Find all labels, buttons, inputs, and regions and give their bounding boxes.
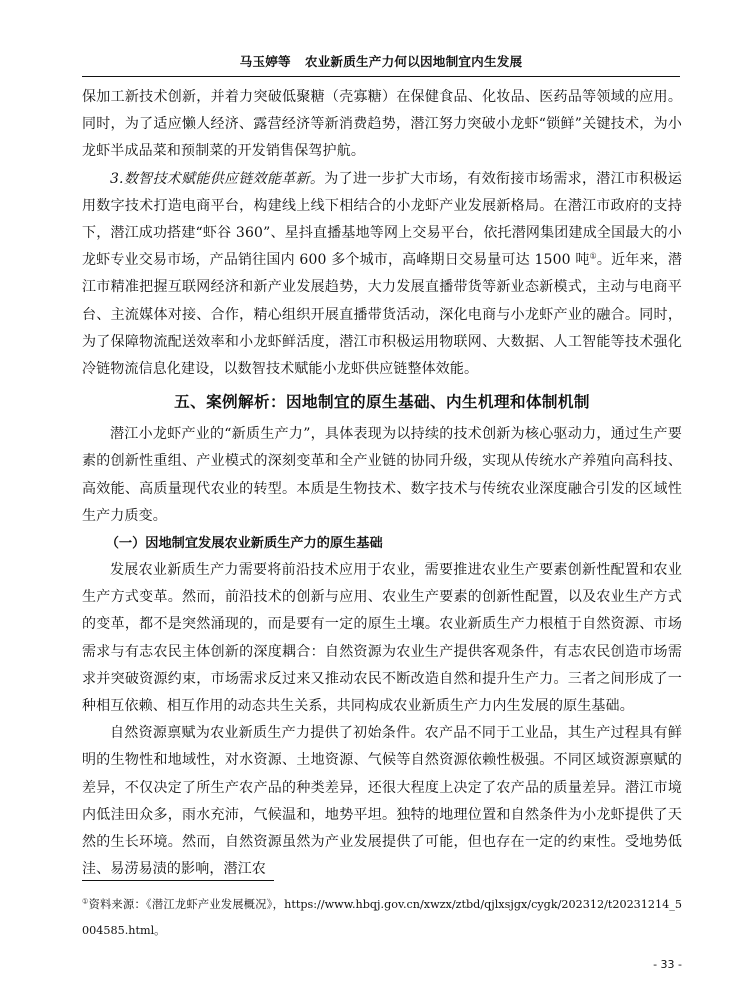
- header-authors: 马玉婷等: [239, 54, 291, 69]
- footnote-mark: ①: [82, 897, 89, 906]
- running-header: [82, 52, 680, 77]
- section-heading: 五、案例解析：因地制宜的原生基础、内生机理和体制机制: [174, 393, 590, 412]
- subsection-heading: （一）因地制宜发展农业新质生产力的原生基础: [105, 536, 383, 552]
- paragraph-native-foundation: 发展农业新质生产力需要将前沿技术应用于农业，需要推进农业生产要素创新性配置和农业生产方式变革。然而，前沿技术的创新与应用、农业生产要素的创新性配置，以及农业生产方式的变革，都不是突然涌现的，而是要有一定的原生土壤。农业新质生产力根植于自然资源、市场需求与有志农民主体创新的深度耦合：自然资源为农业生产提供客观条件，有志农民创造市场需求并突破资源约束，市场需求反过来又推动农民不断改造自然和提升生产力。三者之间形成了一种相互依赖、相互作用的动态共生关系，共同构成农业新质生产力内生发展的原生基础。: [82, 562, 682, 715]
- footnote-divider: [82, 880, 274, 881]
- article-body: [82, 84, 682, 883]
- footnote-ref[interactable]: ①: [589, 251, 597, 261]
- paragraph-natural-resources: 自然资源禀赋为农业新质生产力提供了初始条件。农产品不同于工业品，其生产过程具有鲜明的生物性和地域性，对水资源、土地资源、气候等自然资源依赖性极强。不同区域资源禀赋的差异，不仅决定了所生产农产品的种类差异，还很大程度上决定了农产品的质量差异。潜江市境内低洼田众多，雨水充沛，气候温和，地势平坦。独特的地理位置和自然条件为小龙虾提供了天然的生长环境。然而，自然资源虽然为产业发展提供了可能，但也存在一定的约束性。受地势低洼、易涝易渍的影响，潜江农: [82, 725, 682, 878]
- paragraph-digital-supply-chain: [82, 166, 682, 384]
- paragraph-lead-heading: 3.数智技术赋能供应链效能革新。: [110, 170, 325, 187]
- paragraph-continued: 保加工新技术创新，并着力突破低聚糖（壳寡糖）在保健食品、化妆品、医药品等领域的应用。同时，为了适应懒人经济、露营经济等新消费趋势，潜江努力突破小龙虾“锁鲜”关键技术，为小龙虾半成品菜和预制菜的开发销售保驾护航。: [82, 89, 682, 160]
- header-title: 农业新质生产力何以因地制宜内生发展: [304, 54, 523, 69]
- paragraph-new-productivity: 潜江小龙虾产业的“新质生产力”，具体表现为以持续的技术创新为核心驱动力，通过生产要素的创新性重组、产业模式的深刻变革和全产业链的协同升级，实现从传统水产养殖向高科技、高效能、高质量现代农业的转型。本质是生物技术、数字技术与传统农业深度融合引发的区域性生产力质变。: [82, 426, 682, 524]
- page-number: - 33 -: [653, 958, 682, 971]
- footnote: [82, 892, 682, 944]
- footnote-text: 资料来源：《潜江龙虾产业发展概况》，https://www.hbqj.gov.cn/xwzx/ztbd/qjlxsjgx/cygk/202312/t20231214_5004585.html。: [82, 898, 682, 937]
- paragraph-text: 。近年来，潜江市精准把握互联网经济和新产业发展趋势，大力发展直播带货等新业态新模式，主动与电商平台、主流媒体对接、合作，精心组织开展直播带货活动，深化电商与小龙虾产业的融合。同时，为了保障物流配送效率和小龙虾鲜活度，潜江市积极运用物联网、大数据、人工智能等技术强化冷链物流信息化建设，以数智技术赋能小龙虾供应链整体效能。: [82, 252, 682, 378]
- paragraph-text: 为了进一步扩大市场，有效衔接市场需求，潜江市积极运用数字技术打造电商平台，构建线上线下相结合的小龙虾产业发展新格局。在潜江市政府的支持下，潜江成功搭建“虾谷 360”、星抖直播基地等网上交易平台，依托潜网集团建成全国最大的小龙虾专业交易市场，产品销往国内 600 多个城市，高峰期日交易量可达 1500 吨: [82, 170, 683, 269]
